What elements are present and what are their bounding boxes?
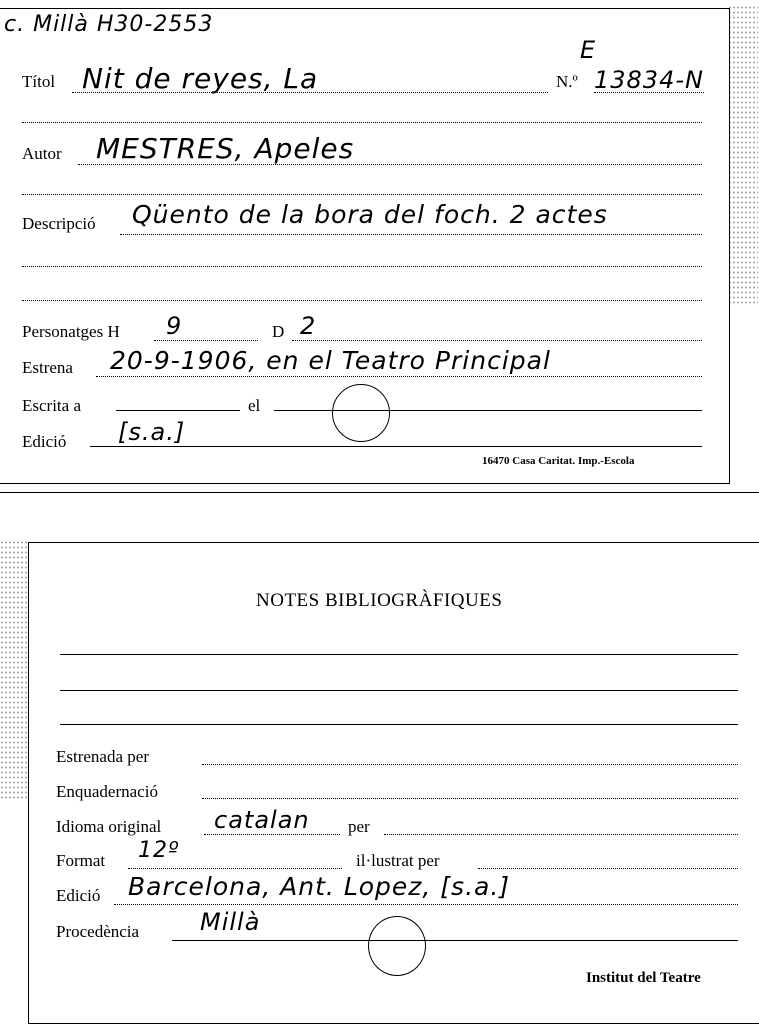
procedencia-line (172, 940, 738, 941)
num-line (594, 92, 704, 93)
idioma-line (204, 834, 340, 835)
procedencia-label: Procedència (56, 922, 140, 941)
escrita-line (116, 410, 240, 411)
personatges-d-label: D (272, 322, 285, 341)
header-note: c. Millà H30-2553 (4, 12, 214, 37)
estrenada-label: Estrenada per (56, 747, 149, 766)
edicio-line-2 (114, 904, 738, 905)
personatges-label: Personatges H (22, 322, 120, 341)
format-value: 12º (138, 838, 180, 863)
stamp-circle-1 (332, 384, 390, 442)
notes-line-2 (60, 690, 738, 691)
illustrat-label: il·lustrat per (356, 851, 440, 870)
estrena-value: 20-9-1906, en el Teatro Principal (110, 346, 551, 375)
personatges-d-value: 2 (300, 312, 317, 340)
idioma-label: Idioma original (56, 817, 162, 836)
edicio-value-2: Barcelona, Ant. Lopez, [s.a.] (128, 872, 511, 901)
personatges-h-line (154, 340, 258, 341)
procedencia-value: Millà (200, 908, 261, 936)
descripcio-value: Qüento de la bora del foch. 2 actes (132, 200, 608, 229)
personatges-d-line (292, 340, 702, 341)
el-label: el (248, 396, 261, 415)
num-value: 13834-N (594, 66, 704, 94)
printer-line: 16470 Casa Caritat. Imp.-Escola (482, 455, 635, 467)
notes-title: NOTES BIBLIOGRÀFIQUES (256, 590, 503, 611)
autor-label: Autor (22, 144, 62, 163)
notes-line-1 (60, 654, 738, 655)
edicio-line-1 (90, 446, 702, 447)
num-label: N.º (556, 72, 578, 91)
format-label: Format (56, 851, 106, 870)
blank-line-4 (22, 300, 702, 301)
estrena-line (96, 376, 702, 377)
idioma-per-line (384, 834, 738, 835)
estrena-label: Estrena (22, 358, 73, 377)
blank-line-2 (22, 194, 702, 195)
blank-line-3 (22, 266, 702, 267)
titol-label: Títol (22, 72, 56, 91)
escrita-label: Escrita a (22, 396, 81, 415)
scan-noise (728, 5, 758, 305)
edicio-value-1: [s.a.] (118, 418, 186, 446)
stamp-circle-2 (368, 916, 426, 976)
institution-name: Institut del Teatre (586, 970, 701, 986)
edicio-label-2: Edició (56, 886, 101, 905)
descripcio-line (120, 234, 702, 235)
idioma-per-label: per (348, 817, 370, 836)
card-separator (0, 492, 759, 493)
enquadernacio-line (202, 798, 738, 799)
format-line (128, 868, 342, 869)
blank-line-1 (22, 122, 702, 123)
estrenada-line (202, 764, 738, 765)
num-prefix: E (580, 36, 597, 64)
autor-value: MESTRES, Apeles (96, 132, 355, 165)
idioma-value: catalan (214, 806, 310, 834)
personatges-h-value: 9 (166, 312, 183, 340)
descripcio-label: Descripció (22, 214, 96, 233)
notes-line-3 (60, 724, 738, 725)
scan-noise-2 (0, 540, 28, 800)
titol-value: Nit de reyes, La (82, 62, 319, 95)
enquadernacio-label: Enquadernació (56, 782, 158, 801)
illustrat-line (478, 868, 738, 869)
edicio-label-1: Edició (22, 432, 67, 451)
